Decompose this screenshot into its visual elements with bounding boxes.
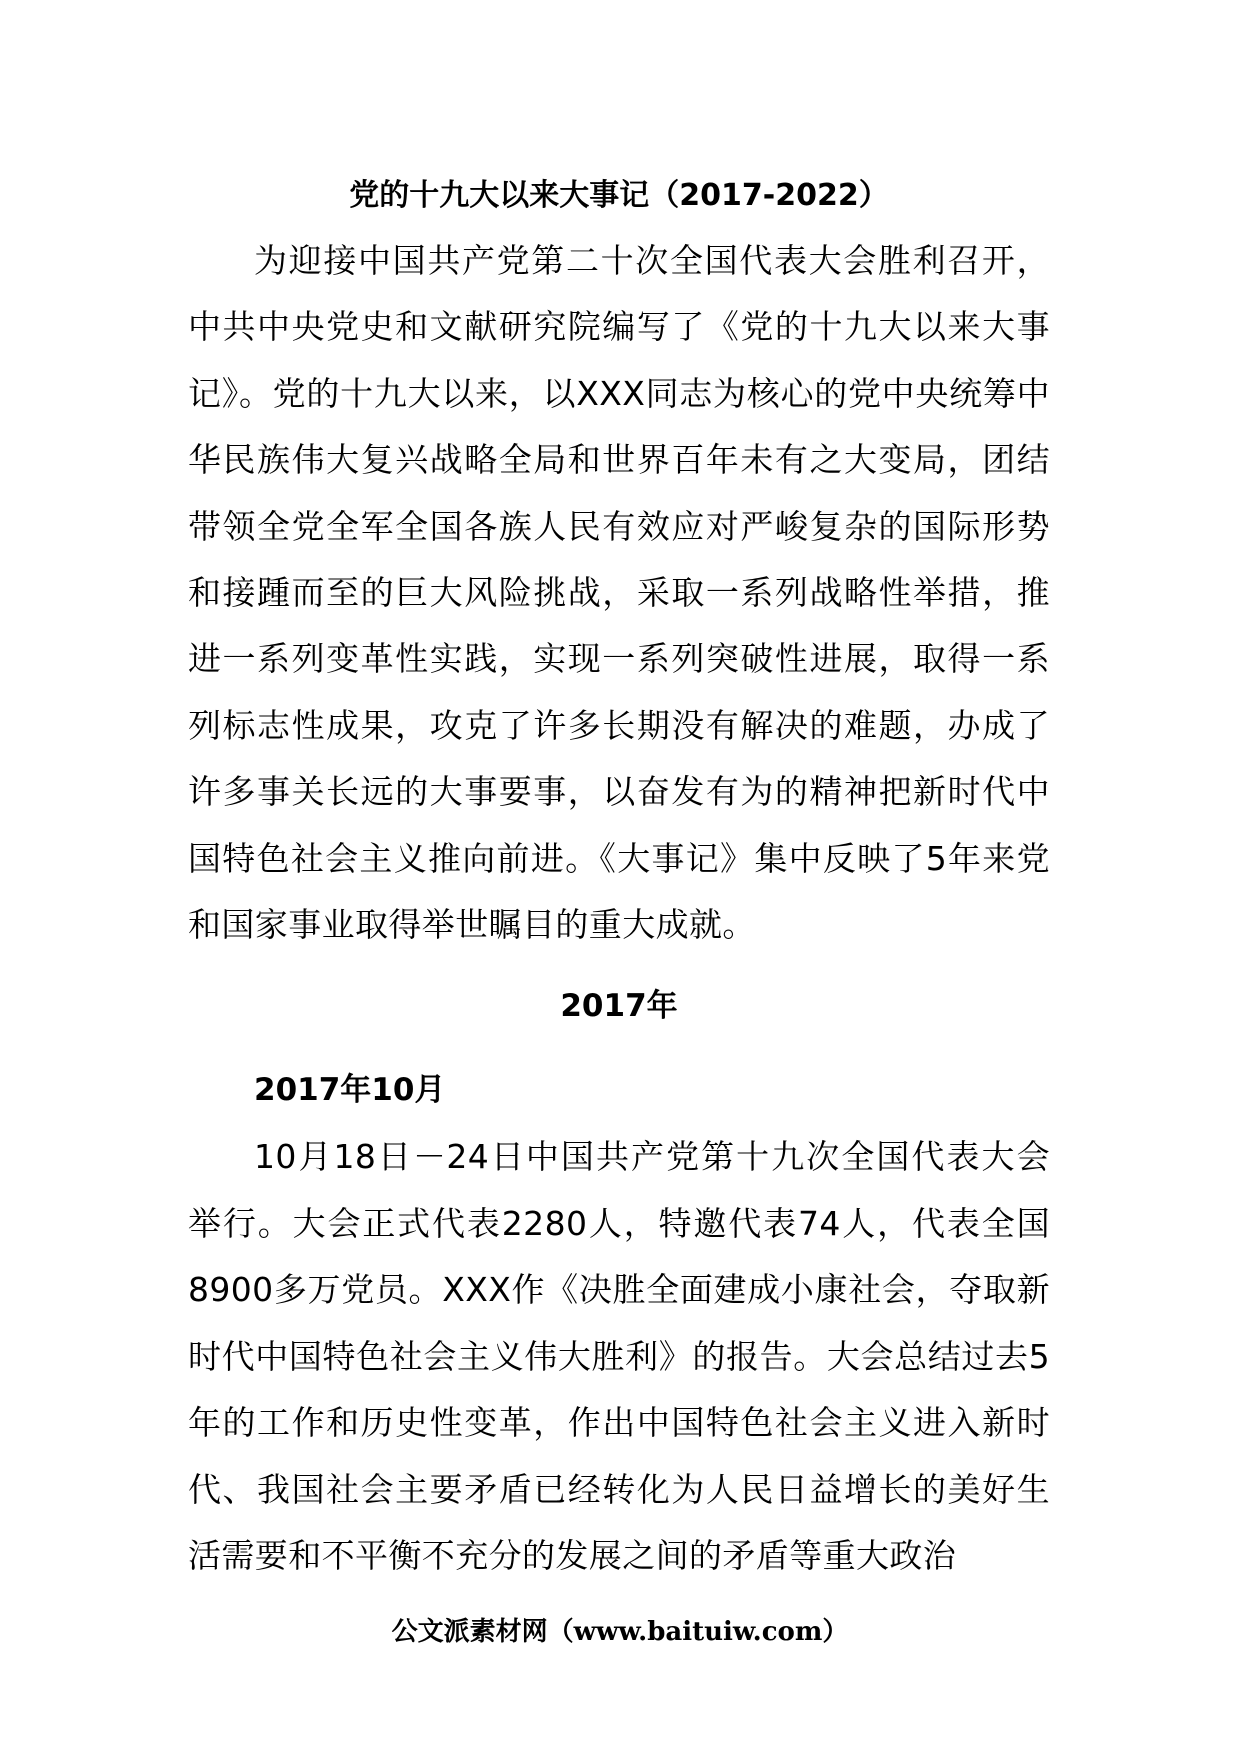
footer-source: 公文派素材网（www.baituiw.com） — [391, 1617, 849, 1647]
year-heading: 2017年 — [560, 988, 678, 1025]
document-title: 党的十九大以来大事记（2017-2022） — [349, 178, 889, 213]
event-paragraph: 10月18日－24日中国共产党第十九次全国代表大会举行。大会正式代表2280人，特邀代表74人，代表全国8900多万党员。XXX作《决胜全面建成小康社会，夺取新时代中国特色社会主义伟大胜利》的报告。大会总结过去5年的工作和历史性变革，作出中国特色社会主义进入新时代、我国社会主要矛盾已经转化为人民日益增长的美好生活需要和不平衡不充分的发展之间的矛盾等重大政治 — [188, 1137, 1050, 1575]
document-body — [188, 164, 1050, 1589]
intro-paragraph: 为迎接中国共产党第二十次全国代表大会胜利召开，中共中央党史和文献研究院编写了《党的十九大以来大事记》。党的十九大以来，以XXX同志为核心的党中央统筹中华民族伟大复兴战略全局和世界百年未有之大变局，团结带领全党全军全国各族人民有效应对严峻复杂的国际形势和接踵而至的巨大风险挑战，采取一系列战略性举措，推进一系列变革性实践，实现一系列突破性进展，取得一系列标志性成果，攻克了许多长期没有解决的难题，办成了许多事关长远的大事要事，以奋发有为的精神把新时代中国特色社会主义推向前进。《大事记》集中反映了5年来党和国家事业取得举世瞩目的重大成就。 — [188, 241, 1050, 945]
month-heading: 2017年10月 — [254, 1072, 446, 1109]
